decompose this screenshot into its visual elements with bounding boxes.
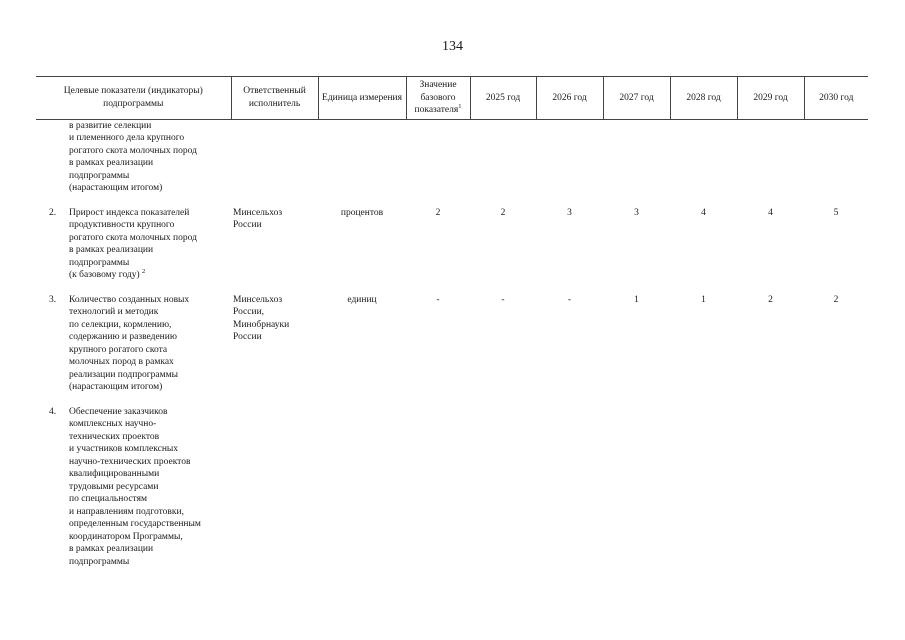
- indicator-cell: [66, 207, 231, 282]
- indicator-cell-line: [69, 468, 228, 481]
- indicator-cell-text: (нарастающим итогом): [69, 382, 163, 392]
- indicator-cell-text: трудовыми ресурсами: [69, 481, 159, 492]
- header-year: 2028 год: [670, 77, 737, 120]
- indicator-cell-text: определенным государственным: [69, 519, 201, 529]
- unit-cell: [318, 119, 406, 195]
- header-year: 2025 год: [470, 77, 536, 120]
- indicator-cell-line: [69, 556, 228, 569]
- header-indicator: Целевые показатели (индикаторы) подпрограммы: [36, 77, 231, 120]
- year-value-cell: [737, 119, 804, 195]
- header-base-value: Значение базового показателя$^1$: [406, 77, 470, 120]
- year-value-cell: [470, 119, 536, 195]
- indicator-cell-text: и племенного дела крупного: [69, 133, 185, 143]
- table-row: [36, 207, 868, 282]
- indicator-cell-line: [69, 132, 228, 145]
- indicator-cell-line: [69, 344, 228, 357]
- indicator-cell-line: [69, 356, 228, 369]
- row-number: 4.: [49, 406, 57, 417]
- indicator-cell-line: [69, 219, 228, 232]
- base-value-cell: -: [436, 294, 440, 305]
- indicator-cell-text: реализации подпрограммы: [69, 369, 179, 380]
- year-value-cell: [536, 406, 603, 569]
- year-value-cell: 3: [634, 207, 639, 218]
- responsible-cell-text: России: [233, 332, 262, 342]
- indicator-cell-text: (нарастающим итогом): [69, 183, 163, 193]
- indicator-cell-text: Прирост индекса показателей: [69, 207, 190, 218]
- indicator-cell-line: [69, 518, 228, 531]
- indicator-cell-line: [69, 145, 228, 158]
- indicators-table: [36, 76, 868, 568]
- indicator-cell-line: [69, 506, 228, 519]
- year-value-cell: -: [501, 294, 505, 305]
- header-unit: Единица измерения: [318, 77, 406, 120]
- row-spacer: [36, 394, 868, 406]
- year-value-cell: 2: [500, 207, 506, 218]
- year-value-cell: [470, 406, 536, 569]
- responsible-cell-text: России: [233, 220, 262, 230]
- table-body: [36, 119, 868, 568]
- indicator-cell-text: в развитие селекции: [69, 120, 152, 131]
- year-value-cell: 1: [634, 294, 639, 305]
- indicator-cell-text: крупного рогатого скота: [69, 344, 168, 355]
- indicator-cell-text: рогатого скота молочных пород: [69, 145, 197, 156]
- indicator-cell-text: содержанию и разведению: [69, 332, 177, 342]
- indicator-cell-text: в рамках реализации: [69, 544, 154, 554]
- indicator-cell-text: молочных пород в рамках: [69, 357, 174, 367]
- responsible-cell-text: Минобрнауки: [233, 319, 290, 330]
- indicator-cell-line: [69, 543, 228, 556]
- responsible-cell-line: [233, 294, 315, 307]
- indicator-cell-line: [69, 418, 228, 431]
- indicator-cell-line: [69, 531, 228, 544]
- responsible-cell-line: [233, 319, 315, 332]
- year-value-cell: [737, 406, 804, 569]
- indicator-cell-line: [69, 381, 228, 394]
- year-value-cell: [603, 406, 670, 569]
- row-spacer-cell: [36, 195, 868, 207]
- indicator-cell-text: в рамках реализации: [69, 245, 154, 255]
- base-value-cell: 2: [435, 207, 441, 218]
- responsible-cell-text: Минсельхоз: [233, 207, 283, 218]
- unit-cell: процентов: [340, 207, 384, 218]
- year-value-cell: [804, 119, 868, 195]
- indicator-cell-line: [69, 294, 228, 307]
- indicator-cell-text: Количество созданных новых: [69, 294, 190, 305]
- indicator-cell-text: (к базовому году): [69, 270, 140, 280]
- row-spacer: [36, 282, 868, 294]
- footnote-marker: 1: [458, 102, 462, 110]
- unit-cell: [318, 406, 406, 569]
- year-value-cell: 4: [701, 207, 706, 218]
- indicator-cell-text: подпрограммы: [69, 170, 130, 181]
- table-row: [36, 119, 868, 195]
- header-year: 2026 год: [536, 77, 603, 120]
- indicator-cell-line: [69, 170, 228, 183]
- indicator-cell-text: научно-технических проектов: [69, 456, 191, 467]
- indicator-cell-text: технических проектов: [69, 431, 160, 442]
- responsible-cell-text: России,: [233, 307, 265, 317]
- base-value-cell: [406, 119, 470, 195]
- table-row: [36, 406, 868, 569]
- year-value-cell: [804, 406, 868, 569]
- indicator-cell-line: [69, 207, 228, 220]
- indicator-cell-text: технологий и методик: [69, 307, 159, 317]
- indicator-cell: [66, 119, 231, 195]
- row-spacer: [36, 195, 868, 207]
- indicator-cell-line: [69, 120, 228, 133]
- indicator-cell-line: [69, 443, 228, 456]
- header-year: 2029 год: [737, 77, 804, 120]
- responsible-cell-line: [233, 331, 315, 344]
- indicator-cell-text: подпрограммы: [69, 556, 130, 567]
- indicator-cell-line: [69, 481, 228, 494]
- responsible-cell-line: [233, 306, 315, 319]
- footnote-marker: 2: [142, 267, 146, 275]
- indicator-cell-line: [69, 431, 228, 444]
- responsible-cell: [231, 119, 318, 195]
- indicator-cell-line: [69, 306, 228, 319]
- indicator-cell-line: [69, 232, 228, 245]
- indicator-cell-text: продуктивности крупного: [69, 220, 175, 230]
- indicator-cell: [66, 294, 231, 394]
- indicator-cell-text: и участников комплексных: [69, 444, 179, 454]
- indicator-cell-line: [69, 331, 228, 344]
- indicator-cell: [66, 406, 231, 569]
- year-value-cell: 2: [768, 294, 773, 305]
- year-value-cell: 5: [833, 207, 839, 218]
- indicator-cell-line: [69, 269, 228, 282]
- row-spacer-cell: [36, 394, 868, 406]
- responsible-cell: [231, 406, 318, 569]
- row-number: 2.: [49, 207, 57, 218]
- responsible-cell: [231, 294, 318, 394]
- header-year: 2027 год: [603, 77, 670, 120]
- indicator-cell-line: [69, 257, 228, 270]
- table-header: [36, 77, 868, 120]
- indicator-cell-line: [69, 157, 228, 170]
- year-value-cell: [670, 119, 737, 195]
- year-value-cell: 4: [768, 207, 773, 218]
- indicator-cell-line: [69, 456, 228, 469]
- year-value-cell: 1: [701, 294, 706, 305]
- year-value-cell: 2: [833, 294, 839, 305]
- responsible-cell-line: [233, 219, 315, 232]
- year-value-cell: -: [567, 294, 572, 305]
- row-number: [36, 119, 66, 195]
- indicator-cell-line: [69, 369, 228, 382]
- responsible-cell: [231, 207, 318, 282]
- responsible-cell-line: [233, 207, 315, 220]
- indicator-cell-text: подпрограммы: [69, 257, 130, 268]
- indicator-cell-line: [69, 319, 228, 332]
- unit-cell: единиц: [347, 294, 377, 305]
- indicator-cell-text: комплексных научно-: [69, 419, 157, 429]
- indicator-cell-text: Обеспечение заказчиков: [69, 406, 168, 417]
- indicator-cell-line: [69, 182, 228, 195]
- table-row: [36, 294, 868, 394]
- indicator-cell-line: [69, 406, 228, 419]
- responsible-cell-text: Минсельхоз: [233, 294, 283, 305]
- indicator-cell-line: [69, 493, 228, 506]
- year-value-cell: 3: [567, 207, 572, 218]
- row-number: 3.: [49, 294, 57, 305]
- base-value-cell: [406, 406, 470, 569]
- header-year: 2030 год: [804, 77, 868, 120]
- indicator-cell-text: и направлениям подготовки,: [69, 506, 184, 517]
- indicator-cell-text: по селекции, кормлению,: [69, 319, 172, 330]
- year-value-cell: [670, 406, 737, 569]
- year-value-cell: [536, 119, 603, 195]
- page-number: 134: [442, 39, 463, 54]
- indicator-cell-text: рогатого скота молочных пород: [69, 232, 197, 243]
- indicator-cell-line: [69, 244, 228, 257]
- indicator-cell-text: квалифицированными: [69, 469, 160, 479]
- indicator-cell-text: координатором Программы,: [69, 531, 183, 542]
- row-spacer-cell: [36, 282, 868, 294]
- header-responsible: Ответственный исполнитель: [231, 77, 318, 120]
- indicator-cell-text: в рамках реализации: [69, 158, 154, 168]
- indicator-cell-text: по специальностям: [69, 494, 147, 504]
- year-value-cell: [603, 119, 670, 195]
